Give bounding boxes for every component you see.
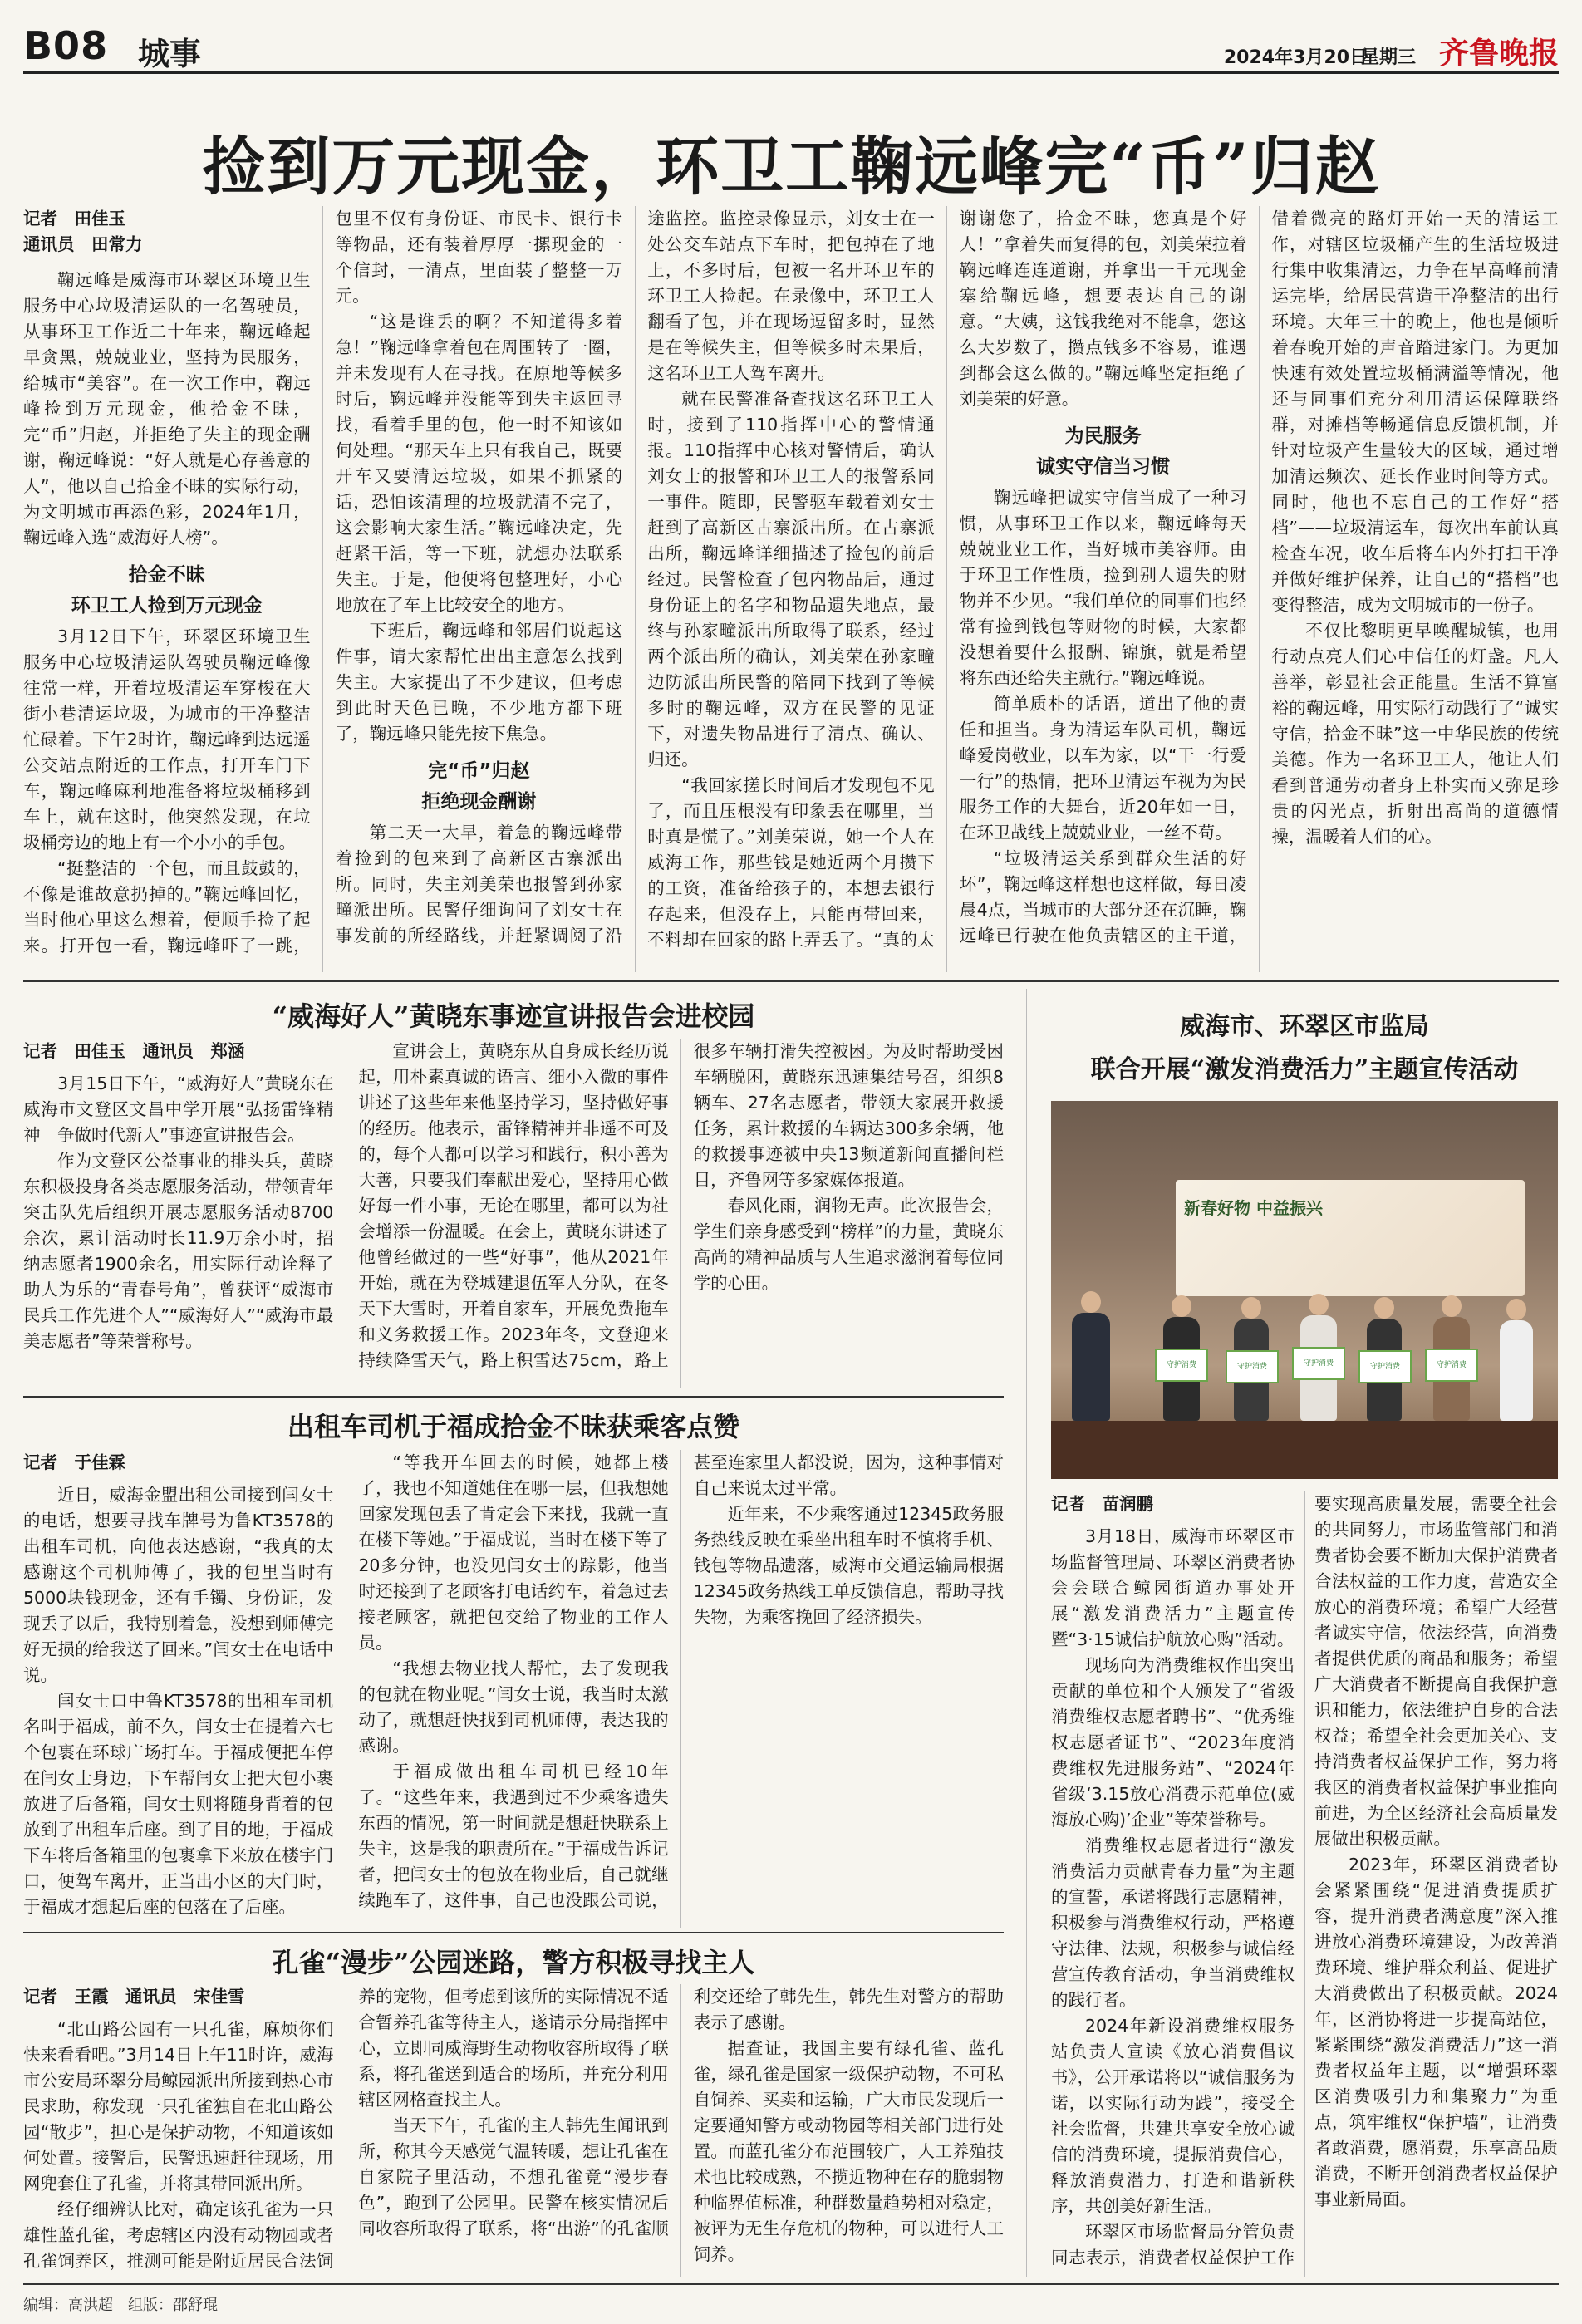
photo-person: 守护消费 — [1433, 1317, 1470, 1421]
newspaper-logo: 齐鲁晚报 — [1438, 36, 1559, 71]
article5-headline2: 联合开展“激发消费活力”主题宣传活动 — [1090, 1055, 1519, 1084]
article1-para: 就在民警准备查找这名环卫工人时，接到了110指挥中心的警情通报。110指挥中心核对警情后，确认刘女士的报警和环卫工人的报警系同一事件。随即，民警驱车载着刘女士赶到了高新区古寨派出所。在古寨派出所，鞠远峰详细描述了捡包的前后经过。民警检查了包内物品后，通过身份证上的名字和物品遗失地点，最终与孙家疃派出所取得了联系，经过两个派出所的确认，刘美荣在孙家疃边防派出所民警的陪同下找到了等候多时的鞠远峰，双方在民警的见证下，对遗失物品进行了清点、确认、归还。 — [647, 389, 935, 769]
article1-para: 第二天一大早，着急的鞠远峰带着捡到的包来到了高新区古寨派出所。同时，失主刘美荣也报警到孙家疃派出所。民警仔细询问了刘女士在事发前的所经路线，并赶紧调阅了沿途监控。监控录像显示，刘女士在一处公交车站点下车时，把包掉在了地上，不多时后，包被一名开环卫车的环卫工人捡起。在录像中，环卫工人翻看了包，并在现场逗留多时，显然是在等候失主，但等候多时未果后，这名环卫工人驾车离开。 — [335, 209, 935, 946]
article1-subhead2b: 拒绝现金酬谢 — [421, 791, 537, 813]
article4-para: 经仔细辨认比对，确定该孔雀为一只雄性蓝孔雀，考虑辖区内没有动物园或者孔雀饲养区，推测可能是附近居民合法饲养的宠物，但考虑到该所的实际情况不适合暂养孔雀等待主人，遂请示分局指挥中心，立即同威海野生动物收容所取得了联系，将孔雀送到适合的场所，并充分利用辖区网格查找主人。 — [23, 1987, 669, 2271]
article5-para: 3月18日，威海市环翠区市场监督管理局、环翠区消费者协会会联合鲸园街道办事处开展“激发消费活力”主题宣传暨“3·15诚信护航放心购”活动。 — [1051, 1526, 1295, 1649]
section-name: 城事 — [138, 36, 202, 72]
article1-para: 下班后，鞠远峰和邻居们说起这件事，请大家帮忙出出主意怎么找到失主。大家提出了不少建议，但考虑到此时天色已晚，不少地方都下班了，鞠远峰只能先按下焦急。 — [335, 621, 623, 744]
article4-body — [23, 1984, 1004, 2277]
article4-para: “北山路公园有一只孔雀，麻烦你们快来看看吧。”3月14日上午11时许，威海市公安局环翠分局鲸园派出所接到热心市民求助，称发现一只孔雀独自在北山路公园“散步”，担心是保护动物，不知道该如何处置。接警后，民警迅速赶往现场，用网兜套住了孔雀，并将其带回派出所。 — [23, 2019, 334, 2194]
article1-headline: 捡到万元现金，环卫工鞠远峰完“币”归赵 — [202, 130, 1380, 204]
publication-weekday: 星期三 — [1360, 47, 1416, 68]
article1-para: “挺整洁的一个包，而且鼓鼓的，不像是谁故意扔掉的。”鞠远峰回忆，当时他心里这么想着，便顺手捡了起来。打开包一看，鞠远峰吓了一跳，包里不仅有身份证、市民卡、银行卡等物品，还有装着厚厚一摞现金的一个信封，一清点，里面装了整整一万元。 — [23, 209, 623, 956]
event-photo — [1051, 1101, 1558, 1479]
article3-para: 闫女士口中鲁KT3578的出租车司机名叫于福成，前不久，闫女士在提着六七个包裹在环球广场打车。于福成便把车停在闫女士身边，下车帮闫女士把大包小裹放进了后备箱，闫女士则将随身背着的包放到了出租车后座。到了目的地，于福成下车将后备箱里的包裹拿下来放在楼宇门口，便驾车离开，正当出小区的大门时，于福成才想起后座的包落在了后座。 — [23, 1691, 334, 1917]
article1-para: “垃圾清运关系到群众生活的好坏”，鞠远峰这样想也这样做，每日凌晨4点，当城市的大部分还在沉睡，鞠远峰已行驶在他负责辖区的主干道，借着微亮的路灯开始一天的清运工作，对辖区垃圾桶产生的生活垃圾进行集中收集清运，力争在早高峰前清运完毕，给居民营造干净整洁的出行环境。大年三十的晚上，他也是倾听着春晚开始的声音踏进家门。为更加快速有效处置垃圾桶满溢等情况，他还与同事们充分利用清运保障联络群，对摊档等畅通信息反馈机制，并针对垃圾产生量较大的区域，通过增加清运频次、延长作业时间等方式。同时，他也不忘自己的工作好“搭档”——垃圾清运车，每次出车前认真检查车况，收车后将车内外打扫干净并做好维护保养，让自己的“搭档”也变得整洁，成为文明城市的一份子。 — [959, 209, 1559, 946]
article1-subhead1b: 环卫工人捡到万元现金 — [71, 595, 263, 617]
article2-body — [23, 1039, 1004, 1388]
article4-para: 据查证，我国主要有绿孔雀、蓝孔雀，绿孔雀是国家一级保护动物，不可私自饲养、买卖和运输，广大市民发现后一定要通知警方或动物园等相关部门进行处置。而蓝孔雀分布范围较广，人工养殖技术也比较成熟，不揽近物种在存的脆弱物种临界值标准，种群数量趋势相对稳定，被评为无生存危机的物种，可以进行人工饲养。 — [693, 2038, 1004, 2264]
article3-headline: 出租车司机于福成拾金不昧获乘客点赞 — [287, 1411, 739, 1442]
article4-byline: 记者 王霞 通讯员 宋佳雪 — [23, 1987, 245, 2007]
article5-headline1: 威海市、环翠区市监局 — [1180, 1012, 1429, 1041]
article3-body — [23, 1450, 1004, 1928]
article3-para: 于福成做出租车司机已经10年了。“这些年来，我遇到过不少乘客遗失东西的情况，第一时间就是想赶快联系上失主，这是我的职责所在。”于福成告诉记者，把闫女士的包放在物业后，自己就继续跑车了，这件事，自己也没跟公司说，甚至连家里人都没说，因为，这种事情对自己来说太过平常。 — [358, 1452, 1004, 1910]
article1-body — [23, 206, 1559, 972]
footer-divider — [23, 2283, 1559, 2285]
article3-para: 近年来，不少乘客通过12345政务服务热线反映在乘坐出租车时不慎将手机、钱包等物品遗落，威海市交通运输局根据12345政务热线工单反馈信息，帮助寻找失物，为乘客挽回了经济损失。 — [693, 1504, 1004, 1627]
footer-credits: 编辑：高洪超 组版：邵舒琨 — [23, 2297, 218, 2314]
article3-byline: 记者 于佳霖 — [23, 1452, 125, 1472]
photo-person — [1072, 1313, 1110, 1421]
article5-byline: 记者 苗润鹏 — [1051, 1494, 1153, 1514]
article2-para: 宣讲会上，黄晓东从自身成长经历说起，用朴素真诚的语言、细小入微的事件讲述了这些年来他坚持学习，坚持做好事的经历。他表示，雷锋精神并非遥不可及的，每个人都可以学习和践行，积小善为大善，只要我们奉献出爱心，坚持用心做好每一件小事，无论在哪里，都可以为社会增添一份温暖。在会上，黄晓东讲述了他曾经做过的一些“好事”，他从2021年开始，就在为登城建退伍军人分队，在冬天下大雪时，开着自家车，开展免费拖车和义务救援工作。2023年冬，文登迎来持续降雪天气，路上积雪达75cm，路上很多车辆打滑失控被困。为及时帮助受困车辆脱困，黄晓东迅速集结号召，组织8辆车、27名志愿者，带领大家展开救援任务，累计救援的车辆达300多余辆，他的救援事迹被中央13频道新闻直播间栏目，齐鲁网等多家媒体报道。 — [358, 1041, 1004, 1370]
publication-date: 2024年3月20日 — [1223, 47, 1368, 68]
article2-byline: 记者 田佳玉 通讯员 郑涵 — [23, 1041, 245, 1061]
article3-para: 近日，威海金盟出租公司接到闫女士的电话，想要寻找车牌号为鲁KT3578的出租车司机，向他表达感谢，“我真的太感谢这个司机师傅了，我的包里当时有5000块钱现金，还有手镯、身份证，发现丢了以后，我特别着急，没想到师傅完好无损的给我送了回来。”闫女士在电话中说。 — [23, 1485, 334, 1685]
article4-headline: 孔雀“漫步”公园迷路，警方积极寻找主人 — [272, 1947, 755, 1978]
section-number: B08 — [23, 23, 109, 68]
article5-para: 2024年新设消费维权服务站负责人宣读《放心消费倡议书》，公开承诺将以“诚信服务为诺，以实际行动为践”，接受全社会监督，共建共享安全放心诚信的消费环境，提振消费信心，释放消费潜力，打造和谐新秩序，共创美好新生活。 — [1051, 2016, 1295, 2216]
article1-para: 不仅比黎明更早唤醒城镇，也用行动点亮人们心中信任的灯盏。凡人善举，彰显社会正能量。生活不算富裕的鞠远峰，用实际行动践行了“诚实守信，拾金不昧”这一中华民族的传统美德。作为一名环卫工人，他让人们看到普通劳动者身上朴实而又弥足珍贵的闪光点，折射出高尚的道德情操，温暖着人们的心。 — [1271, 621, 1559, 847]
article5-body — [1051, 1491, 1558, 2277]
article1-subhead3b: 诚实守信当习惯 — [1036, 456, 1171, 478]
article3-para: “等我开车回去的时候，她都上楼了，我也不知道她住在哪一层，但我想她回家发现包丢了肯定会下来找，我就一直在楼下等她。”于福成说，当时在楼下等了20多分钟，也没见闫女士的踪影，他当时还接到了老顾客打电话约车，着急过去接老顾客，就把包交给了物业的工作人员。 — [358, 1452, 669, 1653]
divider — [23, 1396, 1004, 1398]
article1-para: 鞠远峰把诚实守信当成了一种习惯，从事环卫工作以来，鞠远峰每天兢兢业业工作，当好城市美容师。由于环卫工作性质，捡到别人遗失的财物并不少见。“我们单位的同事们也经常有捡到钱包等财物的时候，大家都没想着要什么报酬、锦旗，就是希望将东西还给失主就行。”鞠远峰说。 — [959, 488, 1247, 688]
photo-person: 守护消费 — [1367, 1319, 1402, 1421]
article2-para: 春风化雨，润物无声。此次报告会，学生们亲身感受到“榜样”的力量，黄晓东高尚的精神品质与人生追求滋润着每位同学的心田。 — [693, 1196, 1004, 1293]
article1-para: 3月12日下午，环翠区环境卫生服务中心垃圾清运队驾驶员鞠远峰像往常一样，开着垃圾清运车穿梭在大街小巷清运垃圾，为城市的干净整洁忙碌着。下午2时许，鞠远峰到达远遥公交站点附近的工作点，打开车门下车，鞠远峰麻利地准备将垃圾桶移到车上，就在这时，他突然发现，在垃圾桶旁边的地上有一个小小的手包。 — [23, 626, 311, 852]
photo-stage — [1051, 1421, 1558, 1479]
article1-para: “这是谁丢的啊？不知道得多着急！”鞠远峰拿着包在周围转了一圈，并未发现有人在寻找。在原地等候多时后，鞠远峰并没能等到失主返回寻找，看着手里的包，他一时不知该如何处理。“那天车上只有我自己，既要开车又要清运垃圾，如果不抓紧的话，恐怕该清理的垃圾就清不完了，这会影响大家生活。”鞠远峰决定，先赶紧干活，等一下班，就想办法联系失主。于是，他便将包整理好，小心地放在了车上比较安全的地方。 — [335, 312, 623, 615]
article4-para: 当天下午，孔雀的主人韩先生闻讯到所，称其今天感觉气温转暖，想让孔雀在自家院子里活动，不想孔雀竟“漫步春色”，跑到了公园里。民警在核实情况后同收容所取得了联系，将“出游”的孔雀顺利交还给了韩先生，韩先生对警方的帮助表示了感谢。 — [358, 1987, 1004, 2238]
article1-byline-reporter: 记者 田佳玉 — [23, 209, 125, 228]
photo-banner-text: 新春好物 中益振兴 — [1184, 1198, 1323, 1218]
article1-subhead3a: 为民服务 — [1064, 425, 1142, 447]
article3-para: “我想去物业找人帮忙，去了发现我的包就在物业呢。”闫女士说，我当时太激动了，就想赶快找到司机师傅，表达我的感谢。 — [358, 1658, 669, 1756]
article5-para: 消费维权志愿者进行“激发消费活力贡献青春力量”为主题的宣誓，承诺将践行志愿精神，积极参与消费维权行动，严格遵守法律、法规，积极参与诚信经营宣传教育活动，争当消费维权的践行者。 — [1051, 1835, 1295, 2010]
article2-para: 3月15日下午，“威海好人”黄晓东在威海市文登区文昌中学开展“弘扬雷锋精神 争做时代新人”事迹宣讲报告会。 — [23, 1074, 334, 1145]
article5-para: 环翠区市场监督局分管负责同志表示，消费者权益保护工作要实现高质量发展，需要全社会的共同努力，市场监管部门和消费者协会要不断加大保护消费者合法权益的工作力度，营造安全放心的消费环境；希望广大经营者诚实守信，依法经营，向消费者提供优质的商品和服务；希望广大消费者不断提高自我保护意识和能力，依法维护自身的合法权益；希望全社会更加关心、支持消费者权益保护工作，努力将我区的消费者权益保护事业推向前进，为全区经济社会高质量发展做出积极贡献。 — [1051, 1494, 1558, 2267]
photo-person: 守护消费 — [1300, 1315, 1337, 1421]
photo-banner — [1176, 1180, 1525, 1296]
article5-para: 2023年，环翠区消费者协会紧紧围绕“促进消费提质扩容，提升消费者满意度”深入推进放心消费环境建设，为改善消费环境、维护群众利益、促进扩大消费做出了积极贡献。2024年，区消协将进一步提高站位，紧紧围绕“激发消费活力”这一消费者权益年主题，以“增强环翠区消费吸引力和集聚力”为重点，筑牢维权“保护墙”，让消费者敢消费，愿消费，乐享高品质消费，不断开创消费者权益保护事业新局面。 — [1314, 1855, 1558, 2209]
masthead — [23, 23, 1559, 74]
photo-person: 守护消费 — [1234, 1319, 1269, 1421]
photo-person — [1500, 1320, 1533, 1421]
article5-para: 现场向为消费维权作出突出贡献的单位和个人颁发了“省级消费维权志愿者聘书”、“优秀维权志愿者证书”、“2023年度消费维权先进服务站”、“2024年省级‘3.15放心消费示范单位(威海放心购)’企业”等荣誉称号。 — [1051, 1655, 1295, 1830]
article2-para: 作为文登区公益事业的排头兵，黄晓东积极投身各类志愿服务活动，带领青年突击队先后组织开展志愿服务活动8700余次，累计活动时长11.9万余小时，招纳志愿者1900余名，用实际行动诠释了助人为乐的“青春号角”，曾获评“威海市民兵工作先进个人”“威海好人”“威海市最美志愿者”等荣誉称号。 — [23, 1151, 334, 1351]
article2-headline: “威海好人”黄晓东事迹宣讲报告会进校园 — [272, 1000, 755, 1032]
article1-intro: 鞠远峰是威海市环翠区环境卫生服务中心垃圾清运队的一名驾驶员，从事环卫工作近二十年来，鞠远峰起早贪黑，兢兢业业，坚持为民服务，给城市“美容”。在一次工作中，鞠远峰捡到万元现金，他拾金不昧，完“币”归赵，并拒绝了失主的现金酬谢，鞠远峰说：“好人就是心存善意的人”，他以自己拾金不昧的实际行动，为文明城市再添色彩，2024年1月，鞠远峰入选“威海好人榜”。 — [23, 270, 311, 548]
article1-byline-correspondent: 通讯员 田常力 — [23, 234, 143, 254]
article1-subhead1a: 拾金不昧 — [128, 564, 205, 586]
divider — [23, 1932, 1004, 1933]
article1-para: “我回家搓长时间后才发现包不见了，而且压根没有印象丢在哪里，当时真是慌了。”刘美荣说，她一个人在威海工作，那些钱是她近两个月攒下的工资，准备给孩子的，本想去银行存起来，但没存上，只能再带回来，不料却在回家的路上弄丢了。“真的太谢谢您了，拾金不昧，您真是个好人！”拿着失而复得的包，刘美荣拉着鞠远峰连连道谢，并拿出一千元现金塞给鞠远峰，想要表达自己的谢意。“大姨，这钱我绝对不能拿，您这么大岁数了，攒点钱多不容易，谁遇到都会这么做的。”鞠远峰坚定拒绝了刘美荣的好意。 — [647, 209, 1247, 950]
divider — [23, 980, 1559, 982]
photo-person: 守护消费 — [1163, 1317, 1200, 1421]
article1-para: 简单质朴的话语，道出了他的责任和担当。身为清运车队司机，鞠远峰爱岗敬业，以车为家，以“干一行爱一行”的热情，把环卫清运车视为为民服务工作的大舞台，近20年如一日，在环卫战线上兢兢业业，一丝不苟。 — [959, 694, 1247, 843]
article1-subhead2a: 完“币”归赵 — [428, 760, 530, 782]
column-divider — [1026, 989, 1027, 2277]
